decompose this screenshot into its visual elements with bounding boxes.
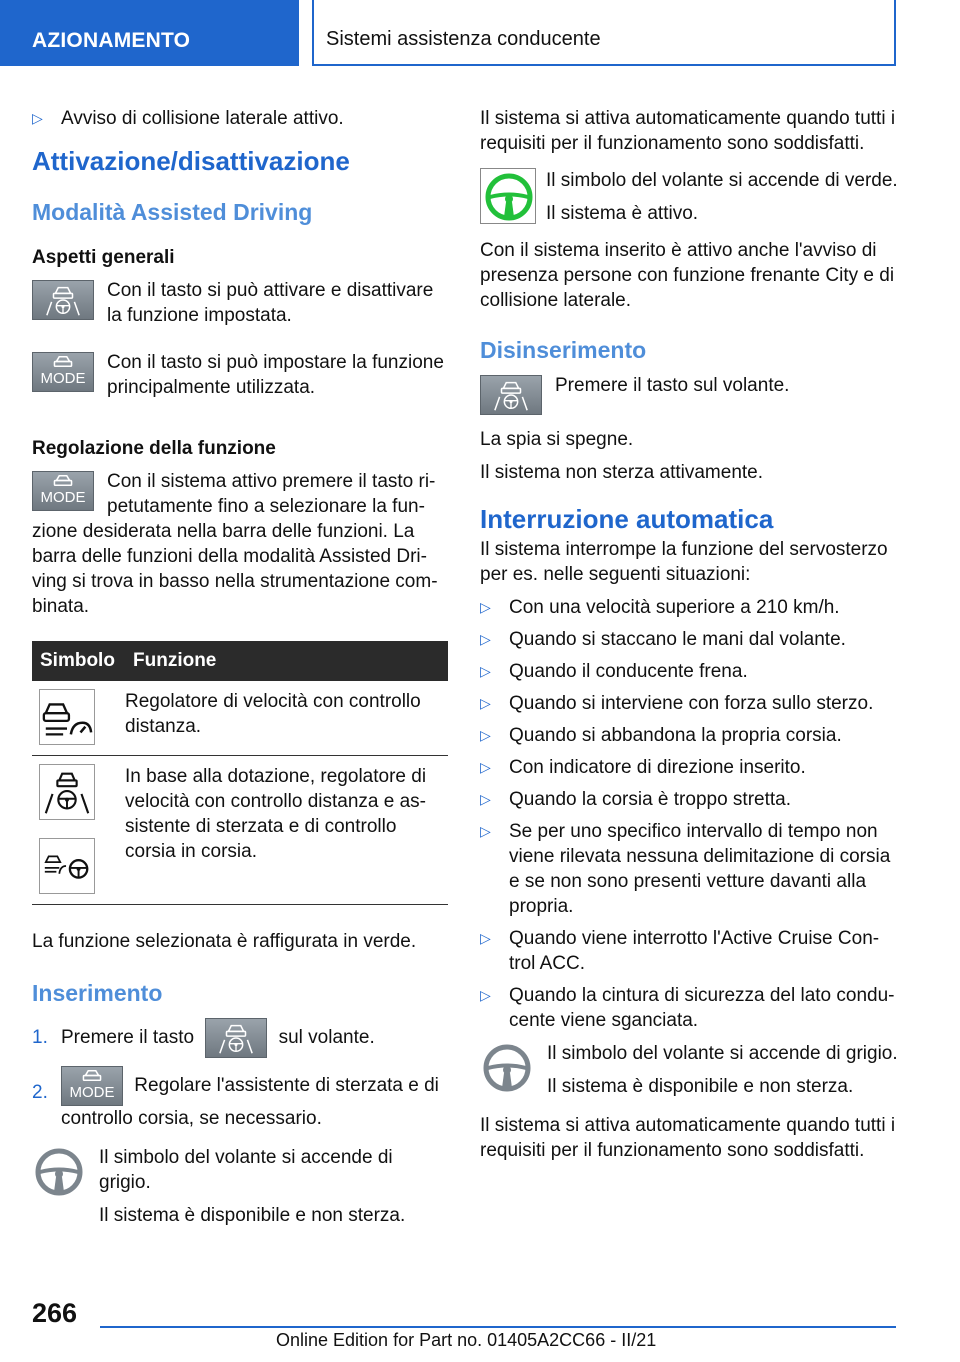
triangle-bullet-icon: ▷ [480,695,491,711]
list-item: ▷ Con indicatore di direzione inserito. [480,757,806,778]
section-tab: AZIONAMENTO [0,0,299,66]
list-item: ▷ Quando si abbandona la propria corsia. [480,725,842,746]
steering-wheel-grey-icon [480,1041,534,1095]
regolazione-block [32,469,448,619]
table-row [32,756,448,905]
assist-button-icon [480,375,542,415]
assist-button-icon [32,280,94,320]
cruise-control-icon [39,689,95,745]
grey-wheel-row-right: Il simbolo del volante si accende di grigio. Il sistema è disponibile e non sterza. [480,1041,898,1099]
interruption-list [480,595,898,1033]
right-column [480,100,898,1163]
list-item: ▷ Se per uno specifico intervallo di tempo non viene rilevata nessuna delimitazione di corsia e se non sono presenti vetture davanti alla propria. [480,821,891,917]
steering-assist-icon [39,764,95,820]
mode-button-icon: MODE [32,352,94,392]
table-row [32,681,448,756]
interruzione-text: Il sistema interrompe la funzione del servosterzo per es. nelle seguenti situazioni: [480,539,888,585]
triangle-bullet-icon: ▷ [480,930,491,946]
dis-text-1: La spia si spegne. [480,429,634,450]
list-item: ▷ Quando viene interrotto l'Active Cruise Con‐trol ACC. [480,928,880,974]
triangle-bullet-icon: ▷ [480,987,491,1003]
heading-modalita: Modalità Assisted Driving [32,199,313,225]
triangle-bullet-icon: ▷ [480,599,491,615]
table-cell-row2: In base alla dotazione, regolatore di velocità con controllo distanza e as‐sistente di sterzata e di controllo corsia in corsia. [125,756,448,905]
heading-interruzione: Interruzione automatica [480,504,774,534]
steering-wheel-grey-icon [32,1145,86,1199]
triangle-bullet-icon: ▷ [480,791,491,807]
list-item: ▷ Quando si interviene con forza sullo sterzo. [480,693,874,714]
list-item: ▷ Quando il conducente frena. [480,661,748,682]
mode-button-icon: MODE [61,1066,123,1106]
triangle-bullet-icon: ▷ [480,663,491,679]
chapter-title: Sistemi assistenza conducente [312,0,896,66]
green-wheel-box [480,168,536,224]
page-header [0,0,960,66]
list-item: ▷ Quando la cintura di sicurezza del lato condu‐cente viene sganciata. [480,985,895,1031]
list-item: ▷ Con una velocità superiore a 210 km/h. [480,597,840,618]
after-table-text: La funzione selezionata è raffigurata in verde. [32,931,417,952]
list-item: 1. Premere il tasto sul volante. [32,1018,448,1058]
list-item: 2. MODE Regolare l'assistente di sterzata e di controllo corsia, se necessario. [32,1066,448,1131]
edition-text: Online Edition for Part no. 01405A2CC66 - II/21 [276,1330,657,1350]
auto-activate-text-2: Il sistema si attiva automaticamente quando tutti i requisiti per il funzionamento sono soddisfatti. [480,1115,896,1161]
triangle-bullet-icon: ▷ [480,631,491,647]
auto-activate-text: Il sistema si attiva automaticamente quando tutti i requisiti per il funzionamento sono soddisfatti. [480,108,896,154]
steps-list [32,1018,448,1131]
heading-regolazione: Regolazione della funzione [32,438,276,459]
heading-inserimento: Inserimento [32,980,163,1006]
page-number: 266 [32,1298,78,1328]
triangle-bullet-icon: ▷ [480,759,491,775]
regolazione-text: Con il sistema attivo premere il tasto ri‐petutamente fino a selezionare la fun‐zione desiderata nella barra delle funzioni. La barra delle funzioni della modalità Assisted Dri‐ving si trova in basso nella strumentazione com‐binata. [32,471,438,617]
aspetti-row-1 [32,278,448,328]
list-item: ▷ Quando la corsia è troppo stretta. [480,789,791,810]
grey-wheel-row: Il simbolo del volante si accende di grigio. Il sistema è disponibile e non sterza. [32,1145,448,1228]
steering-wheel-green-icon [482,170,536,224]
with-system-text: Con il sistema inserito è attivo anche l'avviso di presenza persone con funzione frenante City e di collisione laterale. [480,240,895,311]
aspetti-text-2: Con il tasto si può impostare la funzione principalmente utilizzata. [107,352,444,398]
green-wheel-row: Il simbolo del volante si accende di verde. Il sistema è attivo. [480,168,898,226]
table-header-symbol: Simbolo [32,641,125,681]
mode-button-icon: MODE [32,471,94,511]
left-column [32,100,448,1228]
triangle-bullet-icon: ▷ [32,110,43,126]
assist-button-icon [205,1018,267,1058]
footer-divider [100,1326,896,1328]
list-item: ▷ Avviso di collisione laterale attivo. [32,108,344,129]
triangle-bullet-icon: ▷ [480,823,491,839]
heading-attivazione: Attivazione/disattivazione [32,146,350,176]
heading-disinserimento: Disinserimento [480,337,647,363]
table-header-function: Funzione [125,641,448,681]
function-table [32,641,448,905]
table-cell-row1: Regolatore di velocità con controllo distanza. [125,681,448,756]
triangle-bullet-icon: ▷ [480,727,491,743]
bullet-list-top [32,106,448,131]
dis-text-2: Il sistema non sterza attivamente. [480,462,764,483]
aspetti-text-1: Con il tasto si può attivare e disattivare la funzione impostata. [107,280,434,326]
cruise-steering-icon [39,838,95,894]
list-item: ▷ Quando si staccano le mani dal volante. [480,629,846,650]
heading-aspetti: Aspetti generali [32,247,175,268]
aspetti-row-2 [32,350,448,400]
disinserimento-row: Premere il tasto sul volante. [480,373,898,415]
